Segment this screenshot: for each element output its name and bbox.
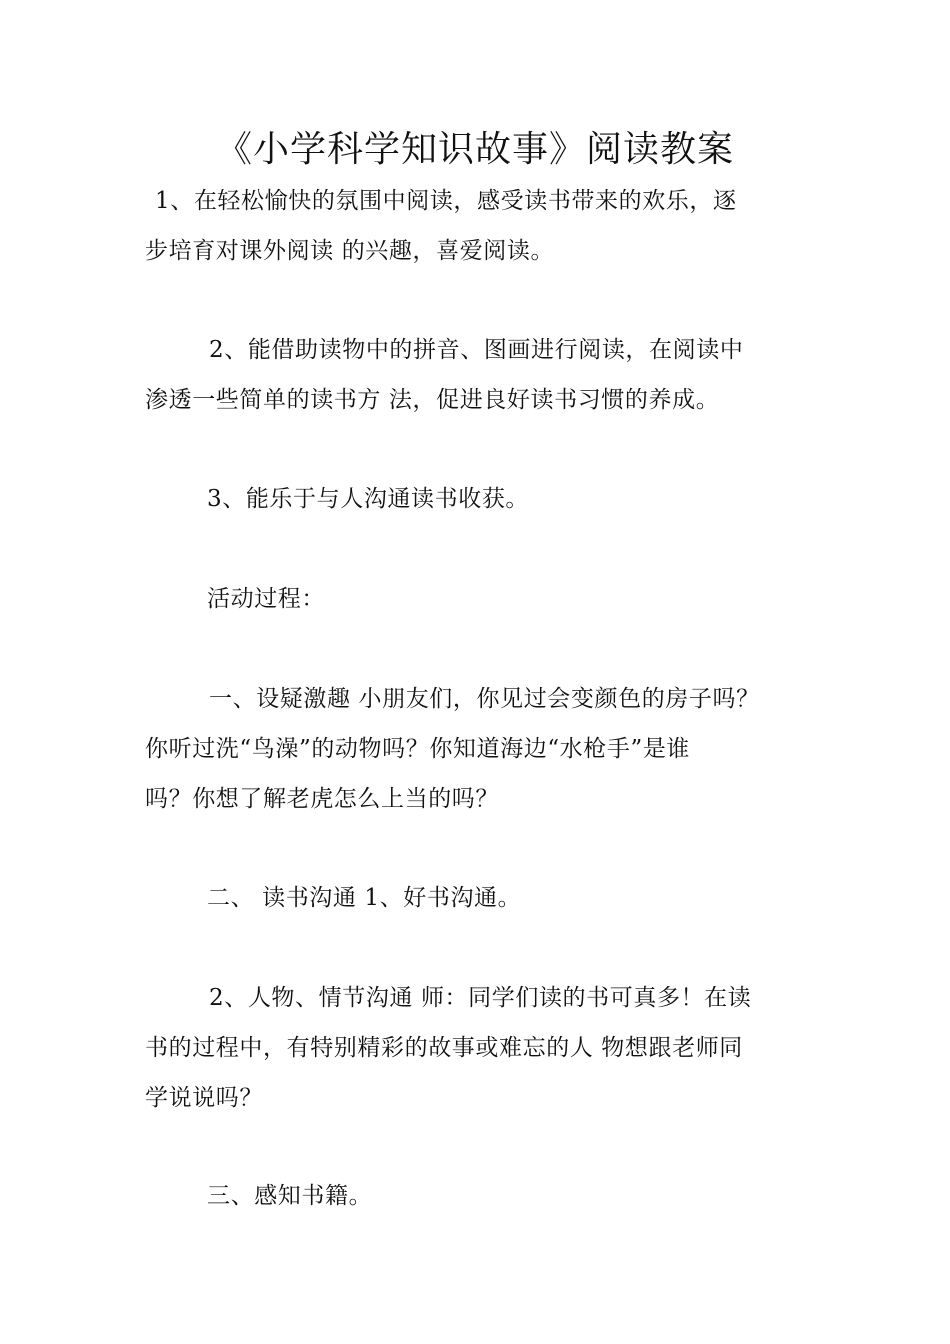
paragraph-section-3: [145, 1171, 835, 1221]
document-title: 《小学科学知识故事》阅读教案: [215, 129, 734, 170]
paragraph-objective-3: [145, 474, 835, 524]
paragraph-line: 二、 读书沟通 1、好书沟通。: [207, 885, 522, 911]
paragraph-section-2: [145, 873, 835, 923]
paragraph-objective-2: [145, 325, 835, 425]
paragraph-line: 吗？你想了解老虎怎么上当的吗？: [145, 786, 499, 812]
paragraph-line: 三、感知书籍。: [207, 1183, 373, 1209]
paragraph-line: 书的过程中，有特别精彩的故事或难忘的人 物想跟老师同: [145, 1035, 743, 1061]
paragraph-section-2-sub: [145, 973, 835, 1123]
paragraph-line: 一、设疑激趣 小朋友们，你见过会变颜色的房子吗？: [209, 686, 760, 712]
paragraph-line: 2、人物、情节沟通 师：同学们读的书可真多！在读: [209, 985, 752, 1011]
paragraph-line: 渗透一些简单的读书方 法，促进良好读书习惯的养成。: [145, 387, 720, 413]
paragraph-line: 学说说吗？: [145, 1085, 263, 1111]
paragraph-activity-heading: [145, 574, 835, 624]
paragraph-line: 步培育对课外阅读 的兴趣，喜爱阅读。: [145, 238, 555, 264]
paragraph-line: 2、能借助读物中的拼音、图画进行阅读，在阅读中: [209, 337, 744, 363]
paragraph-objective-1: [145, 176, 835, 276]
paragraph-line: 1、在轻松愉快的氛围中阅读，感受读书带来的欢乐，逐: [155, 188, 737, 214]
paragraph-line: 3、能乐于与人沟通读书收获。: [207, 486, 530, 512]
paragraph-line: 你听过洗“鸟澡”的动物吗？你知道海边“水枪手”是谁: [145, 736, 691, 762]
paragraph-line: 活动过程：: [207, 586, 325, 612]
paragraph-section-1: [145, 674, 835, 824]
